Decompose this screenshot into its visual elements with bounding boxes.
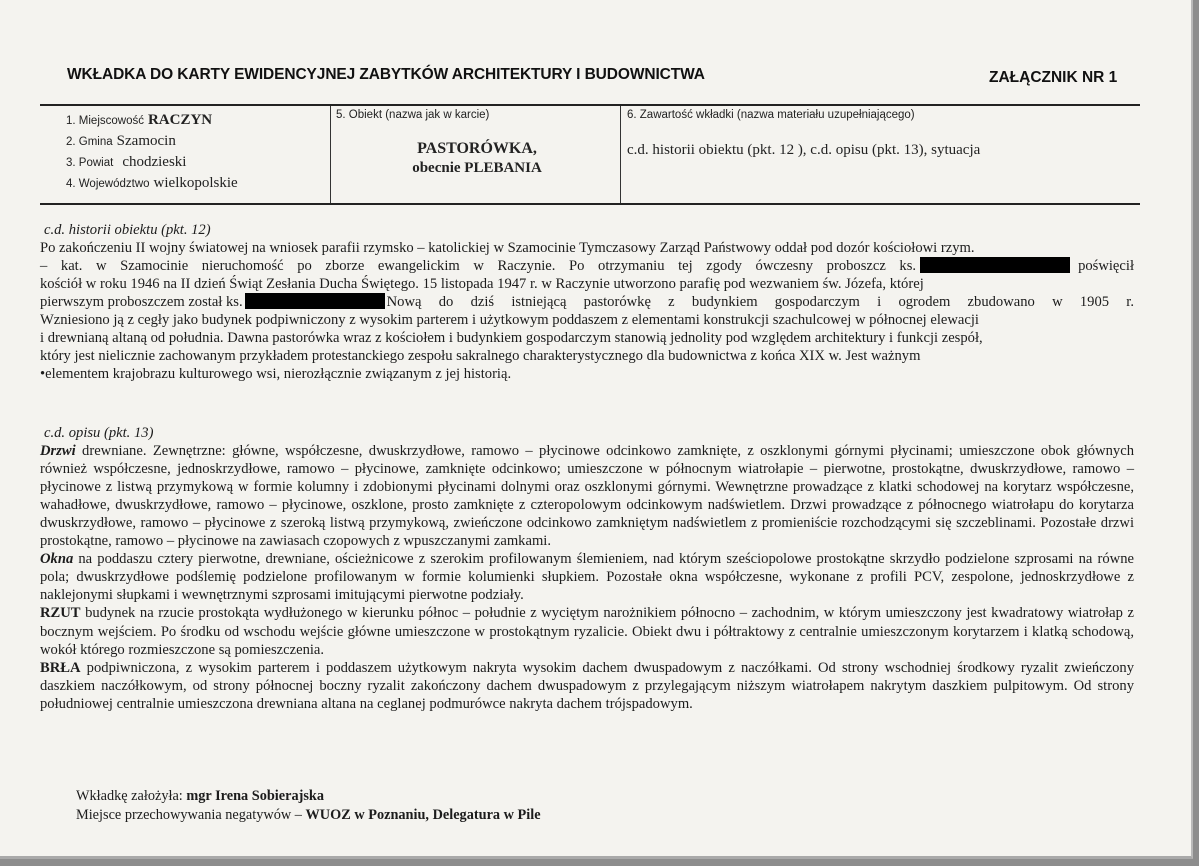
object-name: [332, 139, 622, 177]
county-label: 3. Powiat: [66, 157, 114, 169]
history-text: pierwszym proboszczem został ks.: [40, 294, 243, 311]
storage-label: Miejsce przechowywania negatywów –: [76, 807, 306, 823]
doors-paragraph: [40, 442, 1134, 550]
table-bottom-rule: [40, 203, 1140, 205]
location-row: [66, 173, 238, 194]
author-name: mgr Irena Sobierajska: [186, 788, 325, 804]
location-row: [66, 152, 238, 173]
commune-label: 2. Gmina: [66, 136, 113, 148]
history-text: poświęcił: [1078, 258, 1134, 275]
windows-text: na poddaszu cztery pierwotne, drewniane, ościeżnicowe z szerokim profilowanym ślemieniem, nad którym sześciopolowe prostokątne skrzydło podzielone szprosami na równe pola; dwuskrzydłowe podślemię podzielone profilowanym w formie kolumienki słupkiem. Pozostałe okna współczesne, wykonane z profili PCV, zespolone, jednoskrzydłowe z naklejonymi słupkami i wewnętrznymi szprosami imitującymi pierwotne podziały.: [40, 551, 1134, 604]
history-line: kościół w roku 1946 na II dzień Świąt Zesłania Ducha Świętego. 15 listopada 1947 r. w Raczynie utworzono parafię pod wezwaniem św. Józefa, której: [40, 276, 924, 293]
storage-line: [76, 806, 541, 825]
body-paragraph: [40, 659, 1134, 713]
annex-number: ZAŁĄCZNIK NR 1: [989, 69, 1118, 86]
author-line: [76, 787, 541, 806]
column-divider: [330, 106, 331, 203]
document-title: WKŁADKA DO KARTY EWIDENCYJNEJ ZABYTKÓW ARCHITEKTURY I BUDOWNICTWA: [67, 66, 705, 83]
history-line: Wzniesiono ją z cegły jako budynek podpiwniczony z wysokim parterem i użytkowym poddaszem z elementami konstrukcji szachulcowej w północnej elewacji: [40, 312, 979, 329]
history-line: [40, 257, 1134, 275]
plan-text: budynek na rzucie prostokąta wydłużonego w kierunku północ – południe z wyciętym narożnikiem północno – zachodnim, w którym umieszczony jest kwadratowy wiatrołap z bocznym wejściem. Po środku od wschodu wejście główne umieszczone w prostokątnym ryzalicie. Obiekt dwu i półtraktowy z centralnie umieszczonym korytarzem i klatką schodową, wokół którego rozmieszczone są pomieszczenia.: [40, 605, 1134, 658]
redaction-bar: [245, 293, 385, 309]
location-block: [66, 110, 238, 194]
location-row: [66, 110, 238, 131]
location-row: [66, 131, 238, 152]
body-text: podpiwniczona, z wysokim parterem i poddaszem użytkowym nakryta wysokim dachem dwuspadowym z naczółkami. Od strony wschodniej środkowy ryzalit zwieńczony daszkiem naczółkowym, od strony północnej boczny ryzalit zakończony dachem dwuspadowym z przylegającym niższym wiatrołapem nakrytym daszkiem pulpitowym. Od strony południowej centralnie umieszczona drewniana altana na ceglanej podmurówce nakryta dachem trójspadowym.: [40, 659, 1134, 712]
locality-label: 1. Miejscowość: [66, 115, 144, 127]
table-top-rule: [40, 104, 1140, 106]
author-label: Wkładkę założyła:: [76, 788, 187, 804]
history-line: •elementem krajobrazu kulturowego wsi, nierozłącznie związanym z jej historią.: [40, 366, 512, 383]
history-text: Nową do dziś istniejącą pastorówkę z budynkiem gospodarczym i ogrodem zbudowano w 1905 r.: [386, 294, 1134, 311]
description-section: [40, 424, 1134, 713]
history-line: Po zakończeniu II wojny światowej na wniosek parafii rzymsko – katolickiej w Szamocinie Tymczasowy Zarząd Państwowy oddał pod dozór kościołowi rzym.: [40, 240, 975, 257]
history-heading: c.d. historii obiektu (pkt. 12): [44, 222, 211, 238]
storage-location: WUOZ w Poznaniu, Delegatura w Pile: [305, 807, 541, 823]
commune-value: Szamocin: [116, 133, 176, 149]
contents-value: c.d. historii obiektu (pkt. 12 ), c.d. opisu (pkt. 13), sytuacja: [627, 142, 981, 158]
body-keyword: BRŁA: [40, 659, 81, 676]
plan-keyword: RZUT: [40, 605, 81, 622]
object-heading: 5. Obiekt (nazwa jak w karcie): [336, 109, 490, 121]
object-name-line1: PASTORÓWKA,: [417, 140, 537, 157]
description-heading: c.d. opisu (pkt. 13): [44, 425, 154, 441]
footer: [76, 787, 541, 825]
windows-paragraph: [40, 550, 1134, 604]
voivodeship-value: wielkopolskie: [153, 175, 238, 191]
history-line: i drewnianą altaną od południa. Dawna pastorówka wraz z kościołem i budynkiem gospodarczym stanowią jednolity pod względem architektury i funkcji zespół,: [40, 330, 983, 347]
history-text: – kat. w Szamocinie nieruchomość po zborze ewangelickim w Raczynie. Po otrzymaniu tej zgody ówczesny proboszcz ks.: [40, 258, 917, 275]
windows-keyword: Okna: [40, 551, 74, 568]
history-line: który jest nielicznie zachowanym przykładem protestanckiego zespołu sakralnego charakterystycznego dla budownictwa z końca XIX w. Jest ważnym: [40, 348, 921, 365]
doors-keyword: Drzwi: [40, 443, 76, 460]
history-section: [40, 221, 1134, 383]
history-line: [40, 293, 1134, 311]
plan-paragraph: [40, 604, 1134, 658]
redaction-bar: [920, 257, 1070, 273]
locality-value: RACZYN: [147, 112, 213, 128]
voivodeship-label: 4. Województwo: [66, 178, 150, 190]
contents-heading: 6. Zawartość wkładki (nazwa materiału uzupełniającego): [627, 109, 915, 121]
county-value: chodzieski: [122, 154, 187, 170]
doors-text: drewniane. Zewnętrzne: główne, współczesne, dwuskrzydłowe, ramowo – płycinowe odcinkowo zamknięte, z oszklonymi górnymi płycinami; umieszczone obok głównych również współczesne, jednoskrzydłowe, ramowo – płycinowe, zamknięte odcinkowo; umieszczone w północnym wiatrołapie – pierwotne, prostokątne, dwuskrzydłowe, ramowo – płycinowe z listwą przymykową w formie kolumny i zdobionymi płycinami dolnymi oraz oszklonymi górnymi. Wewnętrzne prowadzące z klatki schodowej na korytarz współczesne, wahadłowe, dwuskrzydłowe, ramowo – płycinowe, oszklone, prosto zamknięte z czteropolowym odcinkowym nadświetlem. Drzwi prowadzące z północnego wiatrołapu do korytarza dwuskrzydłowe, ramowo – płycinowe z szeroką listwą przymykową, zwieńczone odcinkowo zamkniętym nadświetlem z promieniście rozchodzącymi się szczeblinami. Pozostałe drzwi prostokątne, ramowo – płycinowe na zawiasach czopowych z wpuszczanymi zamkami.: [40, 443, 1134, 550]
object-name-line2: obecnie PLEBANIA: [412, 160, 542, 176]
